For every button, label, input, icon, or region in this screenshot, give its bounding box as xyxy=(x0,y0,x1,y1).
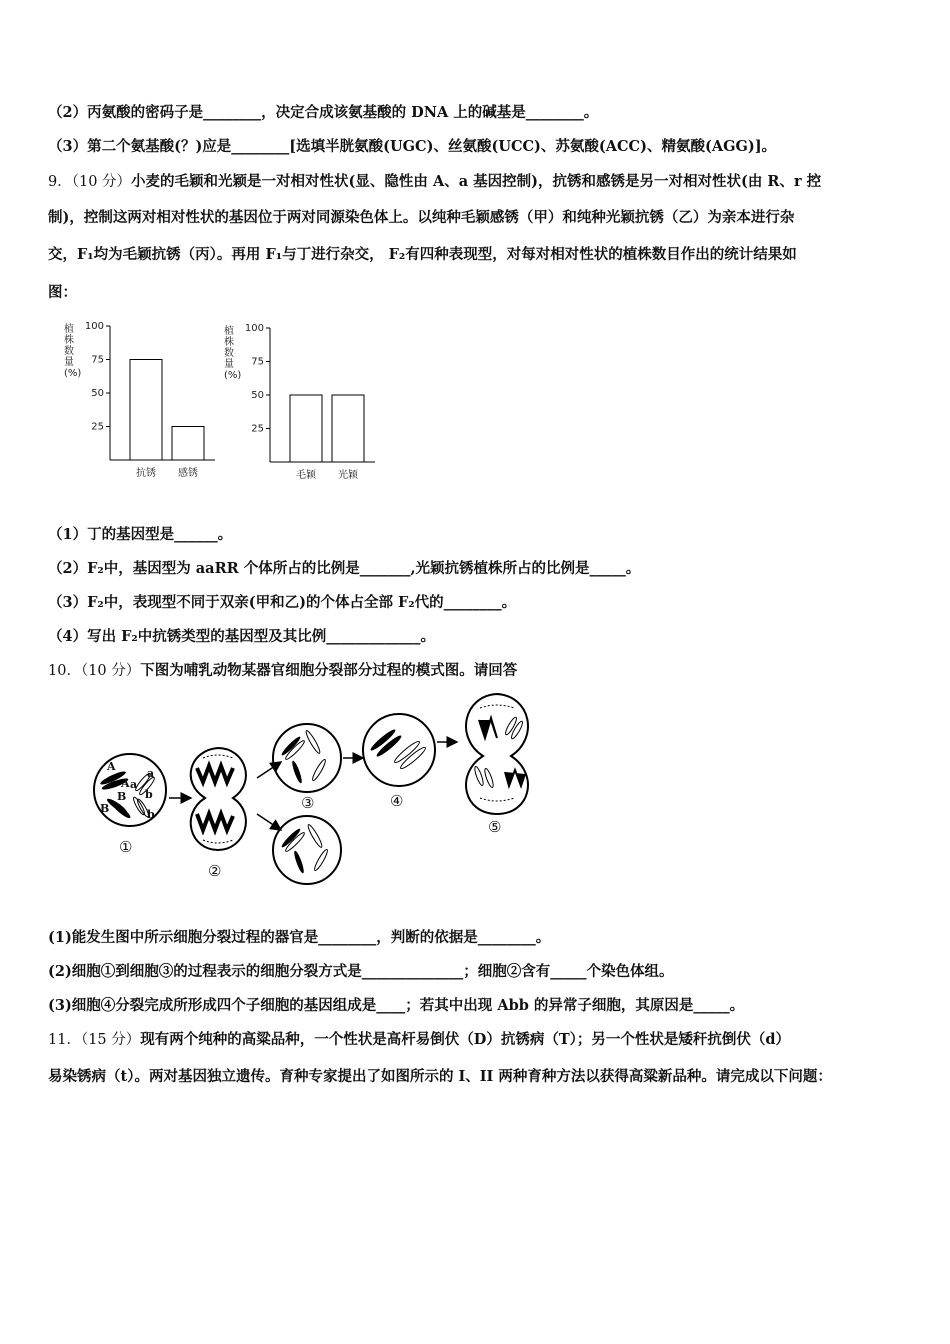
question-10-number: 10．（10 分） xyxy=(48,663,141,679)
y-tick-label: 75 xyxy=(251,356,264,368)
gene-label: A xyxy=(121,777,130,790)
x-tick-label: 毛颖 xyxy=(296,470,316,481)
y-axis-label: 植 xyxy=(64,324,74,335)
question-9-text-1: 小麦的毛颖和光颖是一对相对性状(显、隐性由 A、a 基因控制)，抗锈和感锈是另一对相对性状(由 R、r 控 xyxy=(131,173,822,190)
gene-label: A xyxy=(107,760,116,773)
question-11-text-1: 现有两个纯种的高粱品种，一个性状是高杆易倒伏（D）抗锈病（T）；另一个性状是矮秆抗倒伏（d） xyxy=(140,1031,791,1048)
y-tick-label: 75 xyxy=(91,354,104,366)
cell-3 xyxy=(273,724,341,812)
cell-2 xyxy=(191,748,246,880)
y-axis-label: (%) xyxy=(64,368,82,379)
x-tick-label: 抗锈 xyxy=(136,468,156,479)
chart-rust-resistance xyxy=(58,318,228,488)
x-tick-label: 光颖 xyxy=(338,470,358,481)
question-9-sub-2: （2）F₂中，基因型为 aaRR 个体所占的比例是_______,光颖抗锈植株所占的比例是_____。 xyxy=(48,560,641,577)
y-axis-label: 株 xyxy=(64,335,74,346)
cell-4 xyxy=(363,714,435,810)
bar xyxy=(172,427,204,461)
chart-glume-hair xyxy=(218,320,388,490)
y-axis-label: 植 xyxy=(224,326,234,337)
y-axis-label: 量 xyxy=(224,359,234,370)
question-11-line-2: 易染锈病（t）。两对基因独立遗传。育种专家提出了如图所示的 I、II 两种育种方法以获得高粱新品种。请完成以下问题： xyxy=(48,1068,832,1085)
gene-label: b xyxy=(145,788,153,801)
y-axis-label: 株 xyxy=(224,337,234,348)
question-11-line-1 xyxy=(48,1030,790,1050)
cell-label: ① xyxy=(119,838,133,856)
gene-label: B xyxy=(117,790,127,803)
y-tick-label: 50 xyxy=(91,388,104,399)
y-tick-label: 100 xyxy=(244,323,264,334)
question-9-number: 9．（10 分） xyxy=(48,174,132,190)
bar xyxy=(290,395,322,462)
question-8-part-2: （2）丙氨酸的密码子是________，决定合成该氨基酸的 DNA 上的碱基是________。 xyxy=(48,104,599,121)
y-axis-label: 数 xyxy=(224,348,234,359)
cell-1 xyxy=(94,754,166,856)
question-8-part-3: （3）第二个氨基酸(？)应是________[选填半胱氨酸(UGC)、丝氨酸(UCC)、苏氨酸(ACC)、精氨酸(AGG)]。 xyxy=(48,138,777,155)
cell-2-daughter xyxy=(273,816,341,884)
cell-5 xyxy=(466,694,528,836)
bar xyxy=(332,395,364,462)
gene-label: a xyxy=(130,778,138,791)
y-axis-label: 数 xyxy=(64,346,74,357)
y-tick-label: 50 xyxy=(251,390,264,401)
gene-label: B xyxy=(100,802,110,815)
y-tick-label: 100 xyxy=(84,321,104,332)
gene-label: a xyxy=(147,767,155,780)
y-tick-label: 25 xyxy=(91,421,104,433)
question-11-number: 11．（15 分） xyxy=(48,1032,141,1048)
cell-label: ③ xyxy=(301,794,315,812)
question-9-sub-4: （4）写出 F₂中抗锈类型的基因型及其比例_____________。 xyxy=(48,628,436,645)
cell-label: ② xyxy=(208,862,222,880)
question-9-sub-1: （1）丁的基因型是______。 xyxy=(48,526,233,543)
y-axis-label: 量 xyxy=(64,357,74,368)
cell-division-figure xyxy=(85,690,555,890)
y-axis-label: (%) xyxy=(224,370,242,381)
question-10-sub-1: (1)能发生图中所示细胞分裂过程的器官是________，判断的依据是________。 xyxy=(48,929,551,946)
question-9-line-4: 图： xyxy=(48,284,77,301)
question-10-text-1: 下图为哺乳动物某器官细胞分裂部分过程的模式图。请回答 xyxy=(140,662,518,679)
question-10-sub-2: (2)细胞①到细胞③的过程表示的细胞分裂方式是______________；细胞②含有_____个染色体组。 xyxy=(48,963,674,980)
y-tick-label: 25 xyxy=(251,423,264,435)
question-9-line-1 xyxy=(48,172,821,192)
question-10-sub-3: (3)细胞④分裂完成所形成四个子细胞的基因组成是____；若其中出现 Abb 的异常子细胞，其原因是_____。 xyxy=(48,997,745,1014)
question-9-line-2: 制)，控制这两对相对性状的基因位于两对同源染色体上。以纯种毛颖感锈（甲）和纯种光颖抗锈（乙）为亲本进行杂 xyxy=(48,209,795,226)
x-tick-label: 感锈 xyxy=(178,468,198,479)
question-10-line-1 xyxy=(48,661,517,681)
gene-label: b xyxy=(147,808,155,821)
cell-label: ⑤ xyxy=(488,818,502,836)
question-9-line-3: 交，F₁均为毛颖抗锈（丙）。再用 F₁与丁进行杂交， F₂有四种表现型，对每对相对性状的植株数目作出的统计结果如 xyxy=(48,246,797,263)
cell-label: ④ xyxy=(390,792,404,810)
question-9-sub-3: （3）F₂中，表现型不同于双亲(甲和乙)的个体占全部 F₂代的________。 xyxy=(48,594,517,611)
bar xyxy=(130,360,162,461)
